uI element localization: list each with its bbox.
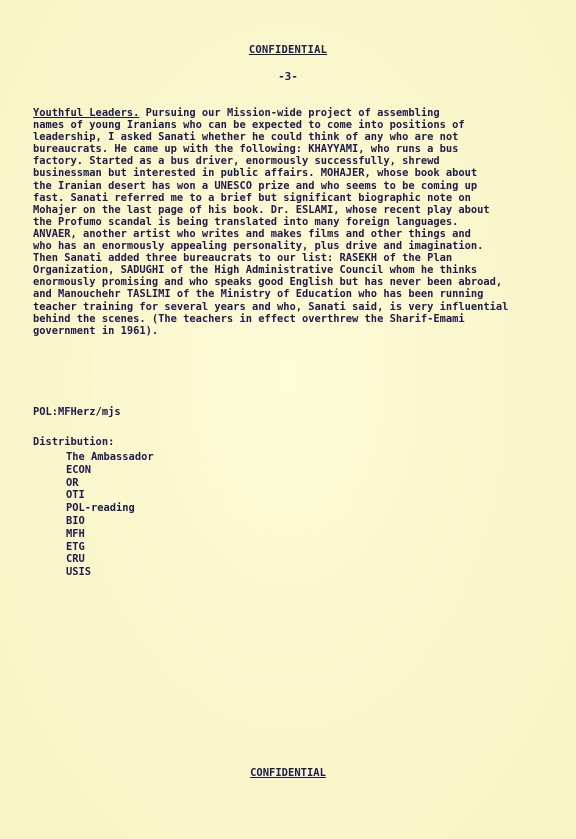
paragraph-line: names of young Iranians who can be expected to come into positions of xyxy=(33,119,465,132)
paragraph-line: enormously promising and who speaks good English but has never been abroad, xyxy=(33,276,503,289)
paragraph-line: who has an enormously appealing personality, plus drive and imagination. xyxy=(33,240,484,253)
distribution-label: Distribution: xyxy=(33,436,115,448)
header-classification: CONFIDENTIAL xyxy=(248,44,328,56)
paragraph-line: teacher training for several years and who, Sanati said, is very influential xyxy=(33,300,509,313)
paragraph-first-line-text: Pursuing our Mission-wide project of assembling xyxy=(139,107,440,119)
distribution-item: CRU xyxy=(66,553,85,566)
paragraph-line: businessman but interested in public affairs. MOHAJER, whose book about xyxy=(33,167,478,180)
body-paragraph xyxy=(33,107,567,337)
paragraph-line: bureaucrats. He came up with the following: KHAYYAMI, who runs a bus xyxy=(33,143,459,156)
paragraph-line: behind the scenes. (The teachers in effect overthrew the Sharif-Emami xyxy=(33,312,465,325)
paragraph-line: government in 1961). xyxy=(33,324,159,337)
paragraph-line: and Manouchehr TASLIMI of the Ministry of Education who has been running xyxy=(33,288,484,301)
paragraph-line: fast. Sanati referred me to a brief but significant biographic note on xyxy=(33,191,471,204)
distribution-list xyxy=(66,451,154,579)
paragraph-heading: Youthful Leaders. xyxy=(33,107,140,119)
distribution-item: ETG xyxy=(66,540,85,553)
paragraph-line: Mohajer on the last page of his book. Dr. ESLAMI, whose recent play about xyxy=(33,203,490,216)
distribution-item: OTI xyxy=(66,489,85,502)
paragraph-line: leadership, I asked Sanati whether he could think of any who are not xyxy=(33,131,459,144)
distribution-item: POL-reading xyxy=(66,502,135,515)
distribution-item: OR xyxy=(66,476,79,489)
distribution-item: The Ambassador xyxy=(66,451,154,463)
paragraph-line: the Profumo scandal is being translated into many foreign languages. xyxy=(33,215,459,228)
distribution-item: ECON xyxy=(66,463,92,476)
paragraph-first-line xyxy=(33,107,567,119)
footer-classification: CONFIDENTIAL xyxy=(250,767,326,779)
paragraph-line: ANVAER, another artist who writes and makes films and other things and xyxy=(33,227,471,240)
distribution-item: MFH xyxy=(66,527,85,540)
paragraph-line: factory. Started as a bus driver, enormously successfully, shrewd xyxy=(33,155,440,168)
paragraph-line: Then Sanati added three bureaucrats to our list: RASEKH of the Plan xyxy=(33,252,453,265)
paragraph-line: Organization, SADUGHI of the High Administrative Council whom he thinks xyxy=(33,264,478,277)
distribution-item: USIS xyxy=(66,566,92,579)
paragraph-line: the Iranian desert has won a UNESCO prize and who seems to be coming up xyxy=(33,179,478,192)
drafter-reference: POL:MFHerz/mjs xyxy=(33,406,121,418)
page-number: -3- xyxy=(278,70,298,83)
distribution-item: BIO xyxy=(66,514,85,527)
